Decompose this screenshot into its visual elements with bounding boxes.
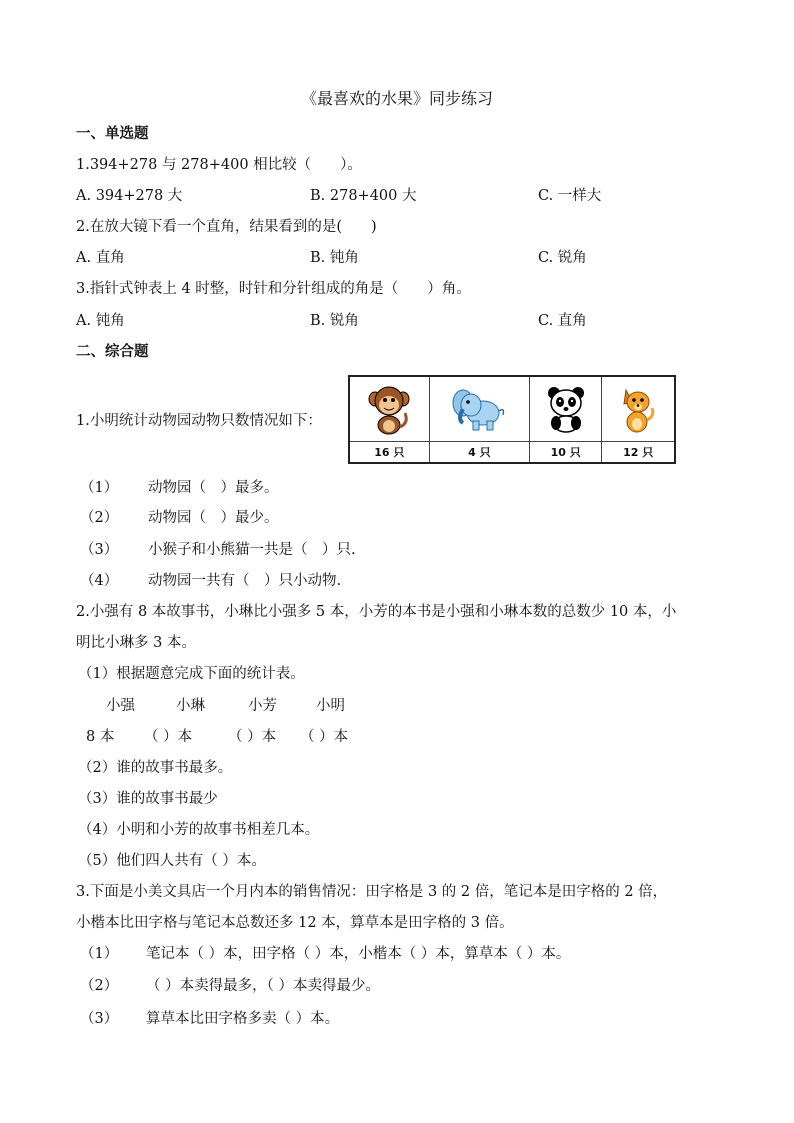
value-xiaofang: （ ）本 xyxy=(228,729,277,745)
comp-2-sub-3: （3）谁的故事书最少 xyxy=(78,791,218,807)
comp-3-sub-1-text: 笔记本（ ）本，田字格（ ）本，小楷本（ ）本，算草本（ ）本。 xyxy=(146,946,571,962)
count-panda: 10 只 xyxy=(530,442,602,464)
name-xiaolin: 小琳 xyxy=(176,698,205,714)
comp-2-sub-5: （5）他们四人共有（ ）本。 xyxy=(78,853,266,869)
section-heading-comprehensive: 二、综合题 xyxy=(76,343,149,360)
cell-dog xyxy=(602,376,675,442)
comp-2-sub-2: （2）谁的故事书最多。 xyxy=(78,760,233,776)
count-monkey: 16 只 xyxy=(349,442,429,464)
comp-1-sub-2-text: 动物园（ ）最少。 xyxy=(148,510,279,526)
comp-1-sub-1-num: （1） xyxy=(80,480,119,496)
question-2-option-b: B. 钝角 xyxy=(310,250,359,266)
question-2-option-c: C. 锐角 xyxy=(538,250,587,266)
zoo-animal-table xyxy=(348,375,676,464)
cell-panda xyxy=(530,376,602,442)
comp-3-sub-1-num: （1） xyxy=(80,946,119,962)
elephant-icon xyxy=(451,385,507,433)
monkey-icon xyxy=(367,383,411,435)
question-1-stem: 1.394+278 与 278+400 相比较（ ）。 xyxy=(76,157,362,173)
comp-1-stem: 1.小明统计动物园动物只数情况如下： xyxy=(76,413,322,429)
comp-2-sub-4: （4）小明和小芳的故事书相差几本。 xyxy=(78,822,320,838)
panda-icon xyxy=(546,385,586,433)
cell-elephant xyxy=(429,376,529,442)
question-2-option-a: A. 直角 xyxy=(76,250,125,266)
comp-3-sub-2-text: （ ）本卖得最多，（ ）本卖得最少。 xyxy=(146,978,380,994)
comp-2-stem-line-1: 2.小强有 8 本故事书，小琳比小强多 5 本，小芳的本书是小强和小琳本数的总数少 10 本，小 xyxy=(76,604,677,620)
comp-1-sub-3-num: （3） xyxy=(80,542,119,558)
comp-3-stem-line-2: 小楷本比田字格与笔记本总数还多 12 本，算草本是田字格的 3 倍。 xyxy=(76,915,514,931)
question-3-option-b: B. 锐角 xyxy=(310,313,359,329)
comp-1-sub-2-num: （2） xyxy=(80,510,119,526)
comp-3-sub-3-text: 算草本比田字格多卖（ ）本。 xyxy=(146,1011,340,1027)
value-xiaoming: （ ）本 xyxy=(300,729,349,745)
comp-3-sub-2-num: （2） xyxy=(80,978,119,994)
comp-2-sub-1: （1）根据题意完成下面的统计表。 xyxy=(78,666,305,682)
count-elephant: 4 只 xyxy=(429,442,529,464)
section-heading-single-choice: 一、单选题 xyxy=(76,125,149,142)
question-1-option-a: A. 394+278 大 xyxy=(76,188,183,204)
comp-1-sub-4-num: （4） xyxy=(80,573,119,589)
comp-1-sub-1-text: 动物园（ ）最多。 xyxy=(148,480,279,496)
comp-2-stem-line-2: 明比小琳多 3 本。 xyxy=(76,635,196,651)
cell-monkey xyxy=(349,376,429,442)
question-3-option-a: A. 钝角 xyxy=(76,313,125,329)
comp-3-stem-line-1: 3.下面是小美文具店一个月内本的销售情况：田字格是 3 的 2 倍，笔记本是田字格的 2 倍， xyxy=(76,884,668,900)
value-xiaolin: （ ）本 xyxy=(144,729,193,745)
count-dog: 12 只 xyxy=(602,442,675,464)
comp-1-sub-3-text: 小猴子和小熊猫一共是（ ）只. xyxy=(148,542,356,558)
question-1-option-b: B. 278+400 大 xyxy=(310,188,417,204)
question-3-option-c: C. 直角 xyxy=(538,313,587,329)
comp-1-sub-4-text: 动物园一共有（ ）只小动物. xyxy=(148,573,342,589)
question-3-stem: 3.指针式钟表上 4 时整，时针和分针组成的角是（ ）角。 xyxy=(76,281,471,297)
page-title: 《最喜欢的水果》同步练习 xyxy=(300,89,493,108)
value-xiaoqiang: 8 本 xyxy=(86,729,115,745)
dog-icon xyxy=(618,384,658,434)
name-xiaoqiang: 小强 xyxy=(106,698,135,714)
name-xiaofang: 小芳 xyxy=(248,698,277,714)
comp-3-sub-3-num: （3） xyxy=(80,1011,119,1027)
question-2-stem: 2.在放大镜下看一个直角，结果看到的是( ) xyxy=(76,219,377,235)
name-xiaoming: 小明 xyxy=(316,698,345,714)
question-1-option-c: C. 一样大 xyxy=(538,188,602,204)
